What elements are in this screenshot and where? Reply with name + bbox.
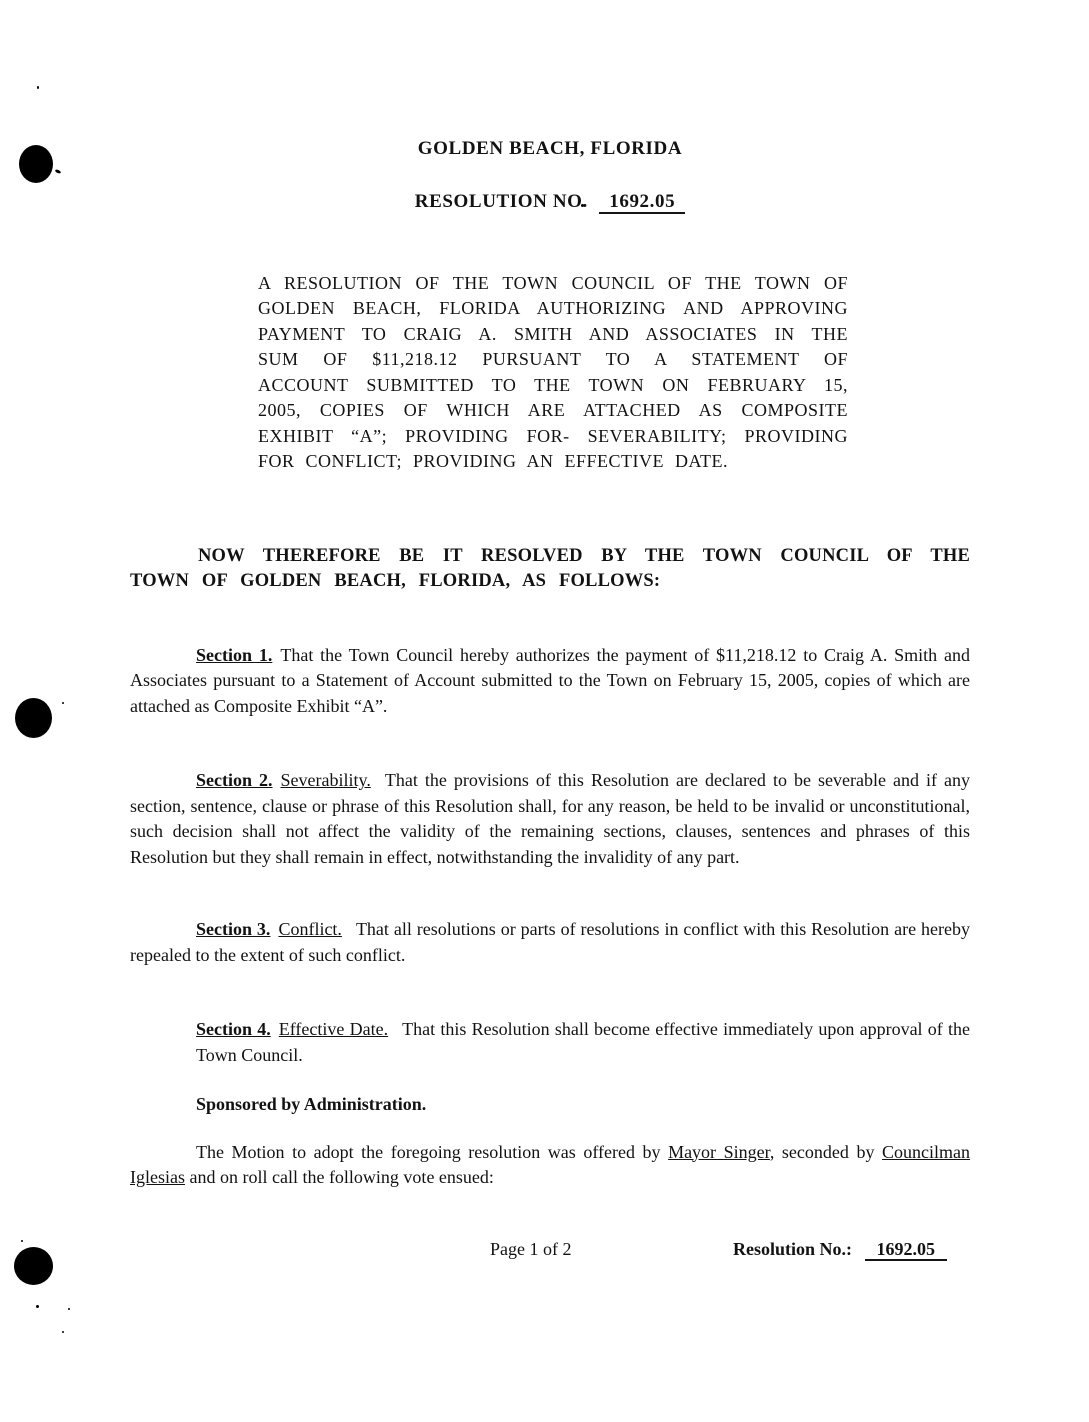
section-3-subheading: Conflict.	[278, 919, 342, 939]
section-3-body: That all resolutions or parts of resolutions in conflict with this Resolution are hereby repealed to the extent of such conflict.	[130, 919, 970, 965]
section-4-paragraph	[196, 1017, 970, 1068]
page-number: Page 1 of 2	[490, 1238, 572, 1259]
motion-text-pre: The Motion to adopt the foregoing resolution was offered by	[196, 1141, 669, 1162]
punch-hole-middle	[15, 698, 52, 738]
resolved-clause: NOW THEREFORE BE IT RESOLVED BY THE TOWN COUNCIL OF THE TOWN OF GOLDEN BEACH, FLORIDA, AS FOLLOWS:	[130, 545, 970, 591]
scan-speck	[62, 1331, 64, 1333]
scan-speck	[55, 169, 62, 174]
section-3-paragraph	[130, 917, 970, 968]
page-title: GOLDEN BEACH, FLORIDA	[417, 138, 683, 159]
section-2-body: That the provisions of this Resolution are declared to be severable and if any section, sentence, clause or phrase of this Resolution shall, for any reason, be held to be invalid or unconstitutional, such decision shall not affect the validity of the remaining sections, clauses, sentences and phrases of this Resolution but they shall remain in effect, notwithstanding the invalidity of any part.	[130, 770, 970, 867]
document-content	[130, 0, 970, 1265]
resolution-heading	[130, 189, 970, 215]
punch-hole-top	[19, 145, 53, 183]
section-2-subheading: Severability.	[280, 770, 371, 790]
footer-resolution-label: Resolution No.:	[733, 1238, 853, 1259]
section-2-heading: Section 2.	[196, 770, 273, 790]
footer-resolution-number: 1692.05	[865, 1239, 948, 1261]
footer-resolution	[733, 1237, 947, 1263]
section-1-paragraph	[130, 643, 970, 720]
resolution-label: RESOLUTION NO.	[414, 191, 588, 212]
motion-text-post: and on roll call the following vote ensued:	[184, 1167, 494, 1187]
motion-paragraph	[130, 1140, 970, 1191]
page-footer	[130, 1237, 970, 1265]
section-4-heading: Section 4.	[196, 1019, 271, 1039]
motion-mover: Mayor Singer	[668, 1141, 770, 1162]
scan-speck	[21, 1240, 23, 1242]
preamble-paragraph: A RESOLUTION OF THE TOWN COUNCIL OF THE TOWN OF GOLDEN BEACH, FLORIDA AUTHORIZING AND APPROVING PAYMENT TO CRAIG A. SMITH AND ASSOCIATES IN THE SUM OF $11,218.12 PURSUANT TO A STATEMENT OF ACCOUNT SUBMITTED TO THE TOWN ON FEBRUARY 15, 2005, COPIES OF WHICH ARE ATTACHED AS COMPOSITE EXHIBIT “A”; PROVIDING FOR- SEVERABILITY; PROVIDING FOR CONFLICT; PROVIDING AN EFFECTIVE DATE.	[258, 272, 848, 471]
scan-speck	[36, 1305, 39, 1308]
section-3-heading: Section 3.	[196, 919, 271, 939]
scan-speck	[62, 702, 64, 704]
section-4-body: That this Resolution shall become effective immediately upon approval of the Town Council.	[196, 1019, 971, 1065]
scan-speck	[68, 1308, 70, 1310]
motion-seconder: Councilman Iglesias	[130, 1141, 970, 1187]
section-4-subheading: Effective Date.	[278, 1019, 389, 1039]
section-2-paragraph	[130, 768, 970, 870]
section-1-body: That the Town Council hereby authorizes the payment of $11,218.12 to Craig A. Smith and Associates pursuant to a Statement of Account submitted to the Town on February 15, 2005, copies of which are attached as Composite Exhibit “A”.	[130, 644, 971, 716]
punch-hole-bottom	[14, 1247, 53, 1285]
section-1-heading: Section 1.	[196, 644, 273, 665]
sponsor-line: Sponsored by Administration.	[196, 1094, 427, 1114]
resolution-number: 1692.05	[599, 191, 685, 214]
scan-speck	[37, 86, 39, 89]
motion-text-mid: , seconded by	[769, 1141, 882, 1162]
